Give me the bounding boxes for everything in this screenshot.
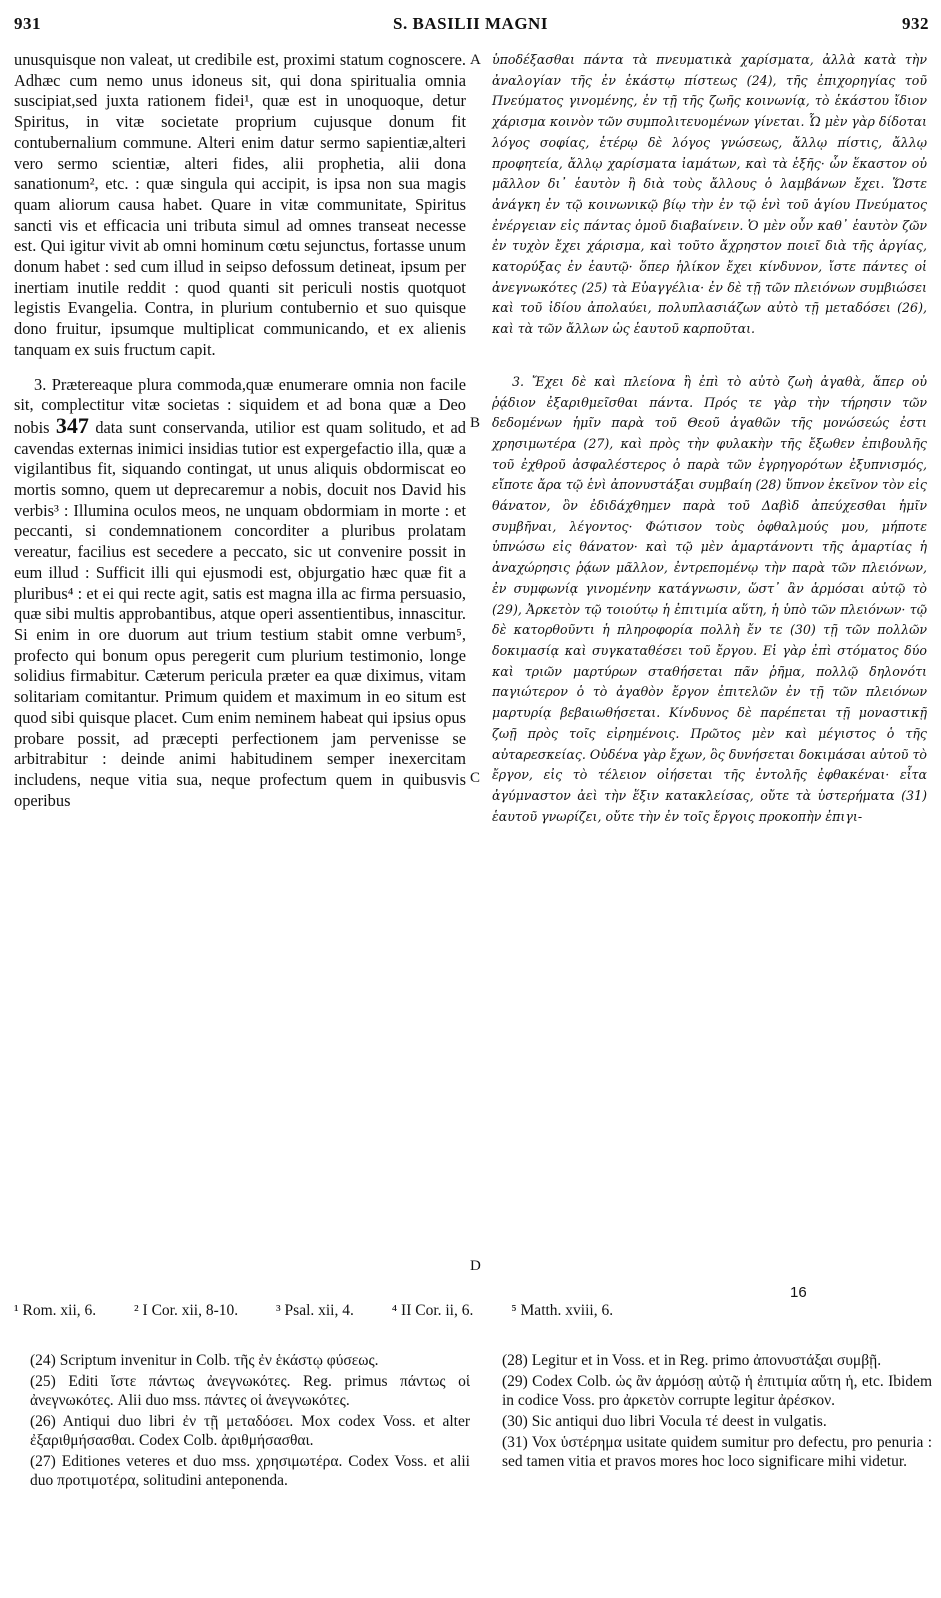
column-number: 347: [55, 412, 89, 438]
latin-paragraph-1: unusquisque non valeat, ut credibile est, proximi statum cognoscere. Adhæc cum nemo unus idoneus sit, qui dona spiritualia omnia suscipiat,sed juxta rationem fidei¹, quæ est in unoquoque, detur Spiritus, in vitæ societate proprium cujusque donum fit contubernalium commune. Alteri enim datur sermo sapientiæ,alteri vero sermo scientiæ, alteri fides, alii prophetia, alii dona sanationum², etc. : quæ singula qui accipit, is ipsa non sua magis quam aliorum causa habet. Quare in vitæ communitate, Spiritus sancti vis et efficacia uni tributa simul ad omnes transeat necesse est. Qui igitur vivit ab omni hominum cœtu sejunctus, fortasse unum donum habet : sed cum illud in seipso defossum detineat, ipsum per inertiam inutile reddit : quod quanti sit periculi nostis quotquot legistis Evangelia. Contra, in plurium contubernio et suo quisque dono fruitur, ipsumque multiplicat communicando, et ex alienis tanquam ex suis fructum capit.: [14, 50, 466, 359]
greek-paragraph-2: 3. Ἔχει δὲ καὶ πλείονα ἢ ἐπὶ τὸ αὐτὸ ζωὴ ἀγαθὰ, ἅπερ οὐ ῥᾴδιον ἐξαριθμεῖσθαι πάντα. Πρός τε γὰρ τὴν τήρησιν τῶν δεδομένων ἡμῖν παρὰ τοῦ Θεοῦ ἀγαθῶν τῆς μονώσεώς ἐστι χρησιμωτέρα (27), καὶ πρὸς τὴν φυλακὴν τῆς ἔξωθεν ἐπιβουλῆς τοῦ ἐχθροῦ ἀσφαλέστερος ὁ παρὰ τῶν ἐγρηγορότων ἐξυπνισμός, εἴποτε ἄρα τῷ ἑνὶ ἀπονυστάξαι συμβαίη (28) ὕπνον ἐκεῖνον τὸν εἰς θάνατον, ὃν ἐδιδάχθημεν παρὰ τοῦ Δαβὶδ ἀπεύχεσθαι ἡμῖν συμβῆναι, λέγοντος· Φώτισον τοὺς ὀφθαλμούς μου, μήποτε ὑπνώσω εἰς θάνατον· καὶ τῷ μὲν ἁμαρτάνοντι τῆς ἁμαρτίας ἡ ἀναχώρησις ῥᾴων μᾶλλον, ἐντρεπομένῳ τὴν παρὰ τῶν πλειόνων, ἐν συμφωνίᾳ γινομένην κατάγνωσιν, ὥστ᾽ ἂν ἁρμόσαι αὐτῷ τὸ (29), Ἀρκετὸν τῷ τοιούτῳ ἡ ἐπιτιμία αὕτη, ἡ ὑπὸ τῶν πλειόνων· τῷ δὲ κατορθοῦντι ἡ πληροφορία πολλὴ ἔν τε (30) τῇ τῶν πολλῶν δοκιμασίᾳ καὶ συγκαταθέσει τοῦ ἔργου. Εἰ γὰρ ἐπὶ στόματος δύο καὶ τριῶν μαρτύρων σταθήσεται πᾶν ῥῆμα, πολλῷ δηλονότι παγιώτερον ὁ τὸ ἀγαθὸν ἔργον ἐπιτελῶν ἐν τῇ τῶν πλειόνων μαρτυρίᾳ βεβαιωθήσεται. Κίνδυνος δὲ παρέπεται τῇ μοναστικῇ ζωῇ πρὸς τοῖς εἰρημένοις. Πρῶτος μὲν καὶ μέγιστος ὁ τῆς αὐταρεσκείας. Οὐδένα γὰρ ἔχων, ὃς δυνήσεται δοκιμάσαι αὐτοῦ τὸ ἔργον, εἰς τὸ τέλειον οἰήσεται τῆς ἐντολῆς ἐφθακέναι· εἶτα ἀγύμναστον ἀεὶ τὴν ἕξιν κατακλείσας, οὔτε τὰ ὑστερήματα (31) ἑαυτοῦ γνωρίζει, οὔτε τὴν ἐν τοῖς ἔργοις προκοπὴν ἐπιγι-: [492, 373, 928, 824]
margin-letter-c: C: [470, 770, 481, 786]
margin-letter-d: D: [470, 1258, 481, 1274]
running-title: S. BASILII MAGNI: [393, 14, 548, 33]
latin-column: [14, 50, 466, 811]
footnote-1: ¹ Rom. xii, 6.: [14, 1302, 97, 1319]
note-29: (29) Codex Colb. ὡς ἂν ἁρμόσῃ αὐτῷ ἡ ἐπιτιμία αὕτη ἡ, etc. Ibidem in codice Voss. pro ἀρκετὸν corrupte legitur ἀρέσκον.: [502, 1373, 932, 1409]
note-28: (28) Legitur et in Voss. et in Reg. primo ἀπονυστάξαι συμβῇ.: [502, 1352, 882, 1369]
critical-notes-right: [502, 1351, 932, 1473]
scripture-footnotes: [14, 1302, 934, 1320]
page-number-left: 931: [14, 14, 41, 33]
greek-column: [492, 50, 927, 827]
latin-paragraph-2-start: 3. Prætereaque plura commoda,quæ enumerare omnia non facile sit, complectitur vitæ societas : siquidem et ad bona quæ a Deo nobis: [14, 374, 466, 437]
handwritten-mark: 16: [790, 1284, 807, 1301]
note-31: (31) Vox ὑστέρημα usitate quidem sumitur pro defectu, pro penuria : sed tamen vitia et pravos mores hoc loco significare mihi videtur.: [502, 1434, 932, 1470]
note-25: (25) Editi ἴστε πάντως ἀνεγνωκότες. Reg. primus πάντως οἱ ἀνεγνωκότες. Alii duo mss. πάντες οἱ ἀνεγνωκότες.: [30, 1373, 470, 1409]
footnote-2: ² I Cor. xii, 8-10.: [134, 1302, 239, 1319]
footnote-5: ⁵ Matth. xviii, 6.: [511, 1302, 614, 1319]
footnote-4: ⁴ II Cor. ii, 6.: [391, 1302, 474, 1319]
note-24: (24) Scriptum invenitur in Colb. τῆς ἐν ἑκάστῳ φύσεως.: [30, 1352, 379, 1369]
margin-letter-a: A: [470, 52, 481, 68]
page-number-right: 932: [902, 14, 929, 33]
note-27: (27) Editiones veteres et duo mss. χρησιμωτέρα. Codex Voss. et alii duo προτιμοτέρα, solitudini anteponenda.: [30, 1453, 470, 1489]
note-26: (26) Antiqui duo libri ἐν τῇ μεταδόσει. Mox codex Voss. et alter ἐξαριθμήσασθαι. Codex Colb. ἀριθμήσασθαι.: [30, 1413, 470, 1449]
note-30: (30) Sic antiqui duo libri Vocula τέ deest in vulgatis.: [502, 1413, 827, 1430]
margin-letter-b: B: [470, 415, 481, 431]
footnote-3: ³ Psal. xii, 4.: [276, 1302, 354, 1319]
critical-notes-left: [30, 1351, 470, 1492]
latin-paragraph-2: [14, 375, 466, 812]
greek-paragraph-1: ὑποδέξασθαι πάντα τὰ πνευματικὰ χαρίσματα, ἀλλὰ κατὰ τὴν ἀναλογίαν τῆς ἐν ἑκάστῳ πίστεως (24), τῆς ἐπιχορηγίας τοῦ Πνεύματος γινομένης, ἐν τῇ τῆς ζωῆς κοινωνίᾳ, τὸ ἑκάστου ἴδιον χάρισμα κοινὸν τῶν συμπολιτευομένων γίνεται. Ὧ μὲν γὰρ δίδοται λόγος σοφίας, ἑτέρῳ δὲ λόγος γνώσεως, ἄλλῳ πίστις, ἄλλῳ προφητεία, ἄλλῳ χαρίσματα ἰαμάτων, καὶ τὰ ἑξῆς· ὧν ἕκαστον οὐ μᾶλλον δι᾽ ἑαυτὸν ἢ διὰ τοὺς ἄλλους ὁ λαμβάνων ἔχει. Ὥστε ἀνάγκη ἐν τῷ κοινωνικῷ βίῳ τὴν ἐν τῷ ἑνὶ τοῦ ἁγίου Πνεύματος ἐνέργειαν εἰς πάντας ὁμοῦ διαβαίνειν. Ὁ μὲν οὖν καθ᾽ ἑαυτὸν ζῶν ἐν τυχὸν ἔχει χάρισμα, καὶ τοῦτο ἄχρηστον ποιεῖ διὰ τῆς ἀργίας, κατορύξας ἐν ἑαυτῷ· ὅπερ ἡλίκον ἔχει κίνδυνον, ἴστε πάντες οἱ ἀνεγνωκότες (25) τὰ Εὐαγγέλια· ἐν δὲ τῇ τῶν πλειόνων συμβιώσει καὶ τοῦ ἰδίου ἀπολαύει, πολυπλασιάζων αὐτὸ τῇ μεταδόσει (26), καὶ τὰ τῶν ἄλλων ὡς ἑαυτοῦ καρποῦται.: [492, 52, 927, 337]
latin-paragraph-2-rest: data sunt conservanda, utilior est quam solitudo, et ad cavendas externas inimici insidias tutior est expergefactio illa, quæ a vigilantibus fit, siquando contingat, ut unus aliquis obdormiscat eo mortis somno, quem ut deprecaremur a nobis, docuit nos David his verbis³ : Illumina oculos meos, ne unquam obdormiam in morte : et peccanti, si condemnationem concorditer a pluribus prolatam vereatur, facilius est secedere a peccato, sic ut convenire possit in eum illud : Sufficit illi qui ejusmodi est, objurgatio hæc quæ fit a pluribus⁴ : et ei qui recte agit, satis est magna illa ac firma persuasio, quæ sibi multis approbantibus, atque operi assentientibus, innascitur. Si enim in ore duorum aut trium testium stabit omne verbum⁵, profecto qui bonum opus peregerit cum plurium testimonio, longe solidius firmabitur. Cæterum pericula præter ea quæ diximus, vitam solitariam comitantur. Primum quidem et maximum in eo situm est quod sibi quisque placet. Cum enim neminem habeat qui ipsius opus probare possit, ad præcepti perfectionem jam pervenisse se arbitrabitur : deinde animi habitudinem semper inexercitam includens, neque vitia sua, neque profectum quem in quibusvis operibus: [14, 417, 466, 810]
